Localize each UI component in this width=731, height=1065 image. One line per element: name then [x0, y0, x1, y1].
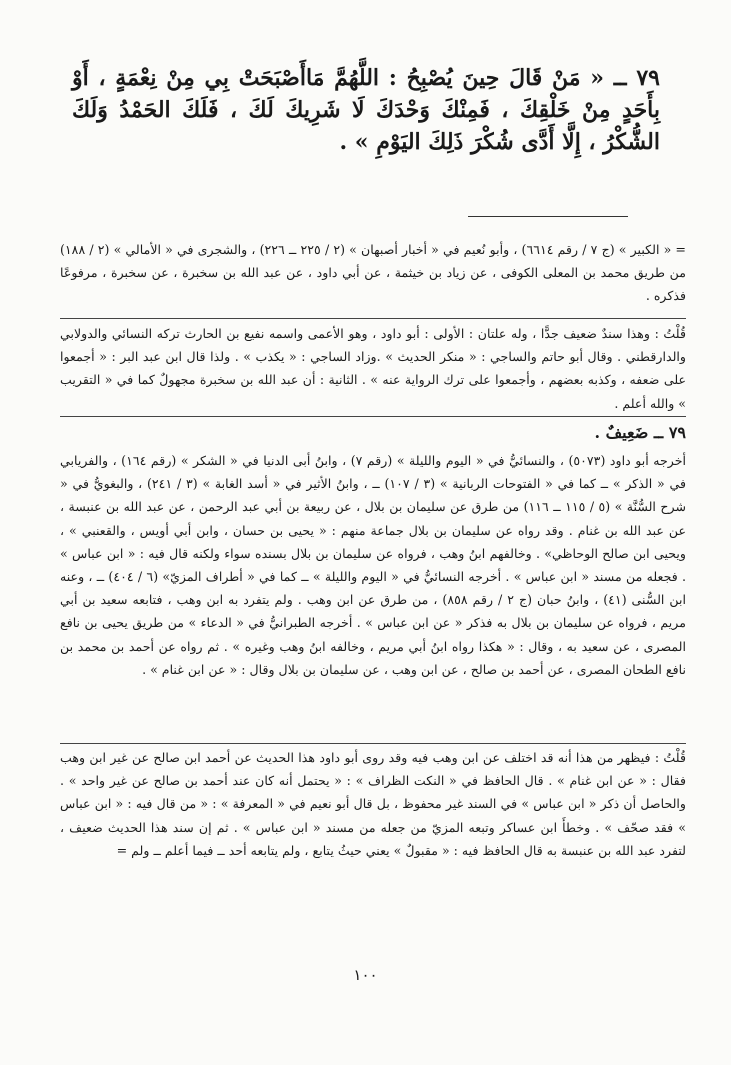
page-number: ١٠٠	[353, 966, 378, 984]
takhrij-section	[60, 449, 686, 681]
footnote-paragraph: = « الكبير » (ج ٧ / رقم ٦٦١٤) ، وأبو نُعيم في « أخبار أصبهان » (٢ / ٢٢٥ ــ ٢٢٦) ، والشجرى في « الأمالي » (٢ / ١٨٨) من طريق محمد بن المعلى الكوفى ، عن زياد بن خيثمة ، عن أبي داود ، عن عبد الله بن سخبرة ، عن سخبرة ، مرفوعًا فذكره .	[60, 242, 686, 304]
footnote-continuation	[60, 238, 686, 308]
commentary-section	[60, 746, 686, 862]
commentary-paragraph: قُلْتُ : فيظهر من هذا أنه قد اختلف عن ابن وهب فيه وقد روى أبو داود هذا الحديث عن أحمد ابن صالح عن غير ابن وهب فقال : « عن ابن غنام » . قال الحافظ في « النكت الظراف » : « يحتمل أنه كان عند أحمد بن صالح عن غير واحد » . والحاصل أن ذكر « ابن عباس » في السند غير محفوظ ، بل قال أبو نعيم في « المعرفة » : « من قال فيه : « ابن عباس » فقد صحّف » . وخطأَ ابن عساكر وتبعه المزيّ من جعله من مسند « ابن عباس » . ثم إن سند هذا الحديث ضعيف ، لتفرد عبد الله بن عنبسة به قال الحافظ فيه : « مقبولٌ » يعني حيثُ يتابع ، ولم يتابعه أحد ــ فيما أعلم ــ ولم =	[60, 750, 686, 858]
previous-comment-paragraph: قُلْتُ : وهذا سندٌ ضعيف جدًّا ، وله علتان : الأولى : أبو داود ، وهو الأعمى واسمه نفيع بن الحارث تركه النسائي والدولابي والدارقطني . وقال أبو حاتم والساجي : « منكر الحديث » .وزاد الساجي : « يكذب » . ولذا قال ابن عبد البر : « أجمعوا على ضعفه ، وكذبه بعضهم ، وأجمعوا على ترك الرواية عنه » . الثانية : أن عبد الله بن سخبرة مجهولٌ كما في « التقريب » والله أعلم .	[60, 326, 686, 411]
divider-line	[60, 318, 686, 319]
hadith-text	[72, 62, 660, 158]
divider-line	[60, 743, 686, 744]
footnote-separator	[468, 216, 628, 217]
takhrij-paragraph: أخرجه أبو داود (٥٠٧٣) ، والنسائيُّ في « اليوم والليلة » (رقم ٧) ، وابنُ أبى الدنيا في « الشكر » (رقم ١٦٤) ، والفريابي في « الذكر » ــ كما في « الفتوحات الربانية » (٣ / ١٠٧) ــ ، وابنُ الأثير في « أسد الغابة » (٣ / ٢٤١) ، والبغويُّ في « شرح السُّنَّة » (٥ / ١١٥ ــ ١١٦) من طرق عن سليمان بن بلال ، عن ربيعة بن أبي عبد الرحمن ، عن عبد الله بن عنبسة ، عن عبد الله بن غنام . وقد رواه عن سليمان بن بلال جماعة منهم : « يحيى بن حسان ، وابن أبي أويس ، والقعنبي » ، ويحيى ابن صالح الوحاظي» . وخالفهم ابنُ وهب ، فرواه عن سليمان بن بلال بسنده سواء ولكنه قال فيه : « ابن عباس » . فجعله من مسند « ابن عباس » . أخرجه النسائيُّ في « اليوم والليلة » ــ كما في « أطراف المزيّ» (٦ / ٤٠٤) ــ ، وعنه ابن السُّنى (٤١) ، وابنُ حبان (ج ٢ / رقم ٨٥٨) ، من طرق عن ابن وهب . ولم يتفرد به ابن وهب ، فتابعه سعيد بن أبي مريم ، فرواه عن سليمان بن بلال به فذكر « عن ابن عباس » . أخرجه الطبرانيُّ في « الدعاء » من طريق يحيى بن نافع المصرى ، عن سعيد به ، وقال : « هكذا رواه ابنُ أبي مريم ، وخالفه ابنُ وهب وغيره » . ثم رواه عن أحمد بن محمد بن نافع الطحان المصرى ، عن أحمد بن صالح ، عن ابن وهب ، عن سليمان بن بلال وقال : « عن ابن غنام » .	[60, 453, 687, 677]
previous-comment	[60, 322, 686, 415]
hadith-paragraph: ٧٩ ــ « مَنْ قَالَ حِينَ يُصْبِحُ : اللَّهُمَّ مَاأَصْبَحَتْ بِي مِنْ نِعْمَةٍ ، أَوْ بِأَحَدٍ مِنْ خَلْقِكَ ، فَمِنْكَ وَحْدَكَ لَا شَرِيكَ لَكَ ، فَلَكَ الحَمْدُ وَلَكَ الشُّكْرُ ، إِلَّا أَدَّى شُكْرَ ذَلِكَ اليَوْمِ » .	[72, 65, 660, 155]
hadith-grade: ٧٩ ــ ضَعِيفٌ .	[594, 423, 686, 442]
divider-line	[60, 416, 686, 417]
